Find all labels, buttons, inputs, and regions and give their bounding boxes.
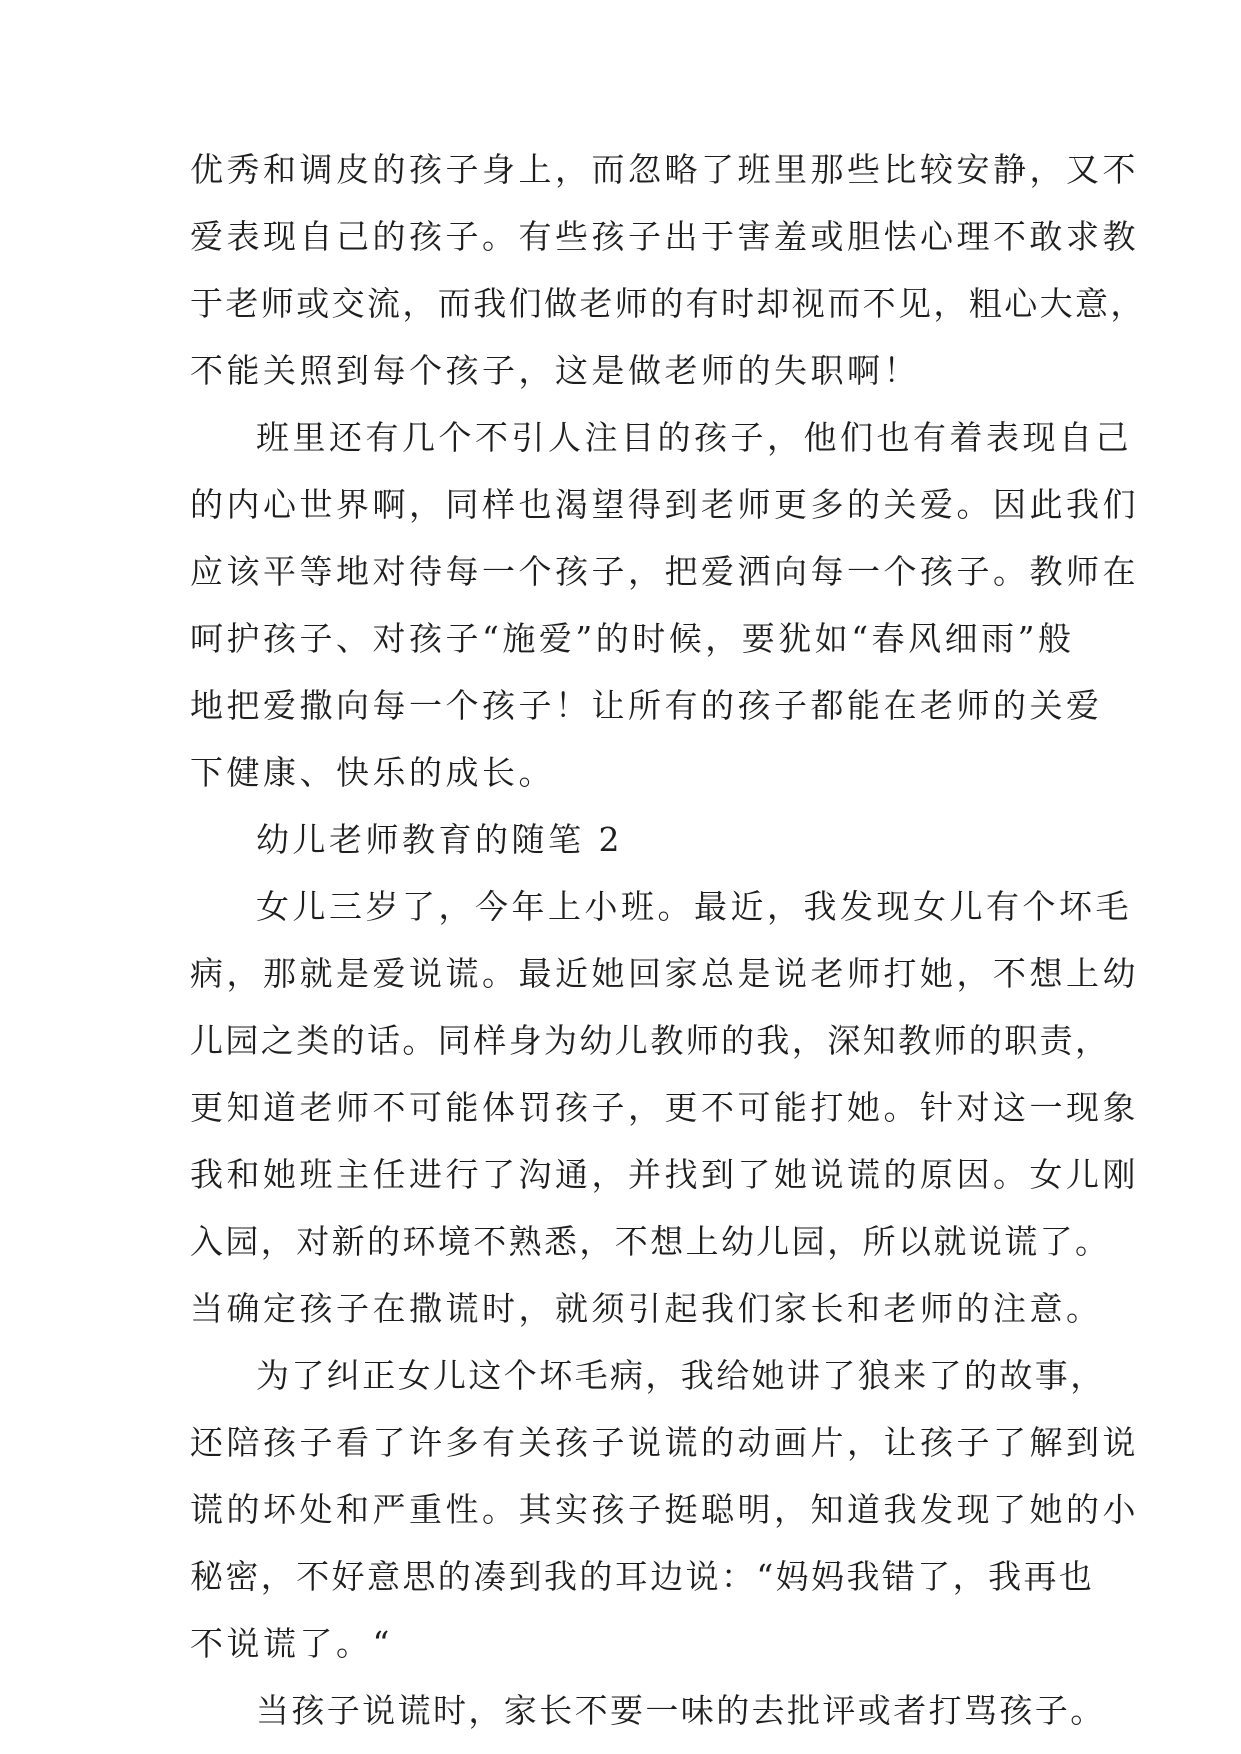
paragraph-first-line: 为了纠正女儿这个坏毛病，我给她讲了狼来了的故事， <box>256 1356 1106 1395</box>
text-line: 优秀和调皮的孩子身上，而忽略了班里那些比较安静，又不 <box>190 150 1139 189</box>
text-line: 的内心世界啊，同样也渴望得到老师更多的关爱。因此我们 <box>190 485 1139 524</box>
text-line: 地把爱撒向每一个孩子！让所有的孩子都能在老师的关爱 <box>190 686 1103 725</box>
text-line: 我和她班主任进行了沟通，并找到了她说谎的原因。女儿刚 <box>190 1155 1139 1194</box>
text-line: 儿园之类的话。同样身为幼儿教师的我，深知教师的职责， <box>190 1021 1111 1060</box>
text-line: 呵护孩子、对孩子“施爱”的时候，要犹如“春风细雨”般 <box>190 619 1075 658</box>
text-line: 当确定孩子在撒谎时，就须引起我们家长和老师的注意。 <box>190 1289 1103 1328</box>
section-heading: 幼儿老师教育的随笔 2 <box>256 820 623 859</box>
text-line: 还陪孩子看了许多有关孩子说谎的动画片，让孩子了解到说 <box>190 1423 1139 1462</box>
text-line: 于老师或交流，而我们做老师的有时却视而不见，粗心大意， <box>190 284 1146 323</box>
text-line: 应该平等地对待每一个孩子，把爱洒向每一个孩子。教师在 <box>190 552 1139 591</box>
text-line: 不说谎了。“ <box>190 1624 393 1663</box>
paragraph-first-line: 当孩子说谎时，家长不要一味的去批评或者打骂孩子。 <box>256 1691 1106 1730</box>
text-line: 爱表现自己的孩子。有些孩子出于害羞或胆怯心理不敢求教 <box>190 217 1139 256</box>
text-line: 下健康、快乐的成长。 <box>190 753 555 792</box>
text-line: 谎的坏处和严重性。其实孩子挺聪明，知道我发现了她的小 <box>190 1490 1139 1529</box>
text-line: 入园，对新的环境不熟悉，不想上幼儿园，所以就说谎了。 <box>190 1222 1111 1261</box>
text-line: 病，那就是爱说谎。最近她回家总是说老师打她，不想上幼 <box>190 954 1139 993</box>
paragraph-first-line: 班里还有几个不引人注目的孩子，他们也有着表现自己 <box>256 418 1132 457</box>
text-line: 秘密，不好意思的凑到我的耳边说：“妈妈我错了，我再也 <box>190 1557 1095 1596</box>
paragraph-first-line: 女儿三岁了，今年上小班。最近，我发现女儿有个坏毛 <box>256 887 1132 926</box>
text-line: 更知道老师不可能体罚孩子，更不可能打她。针对这一现象 <box>190 1088 1139 1127</box>
text-line: 不能关照到每个孩子，这是做老师的失职啊！ <box>190 351 920 390</box>
